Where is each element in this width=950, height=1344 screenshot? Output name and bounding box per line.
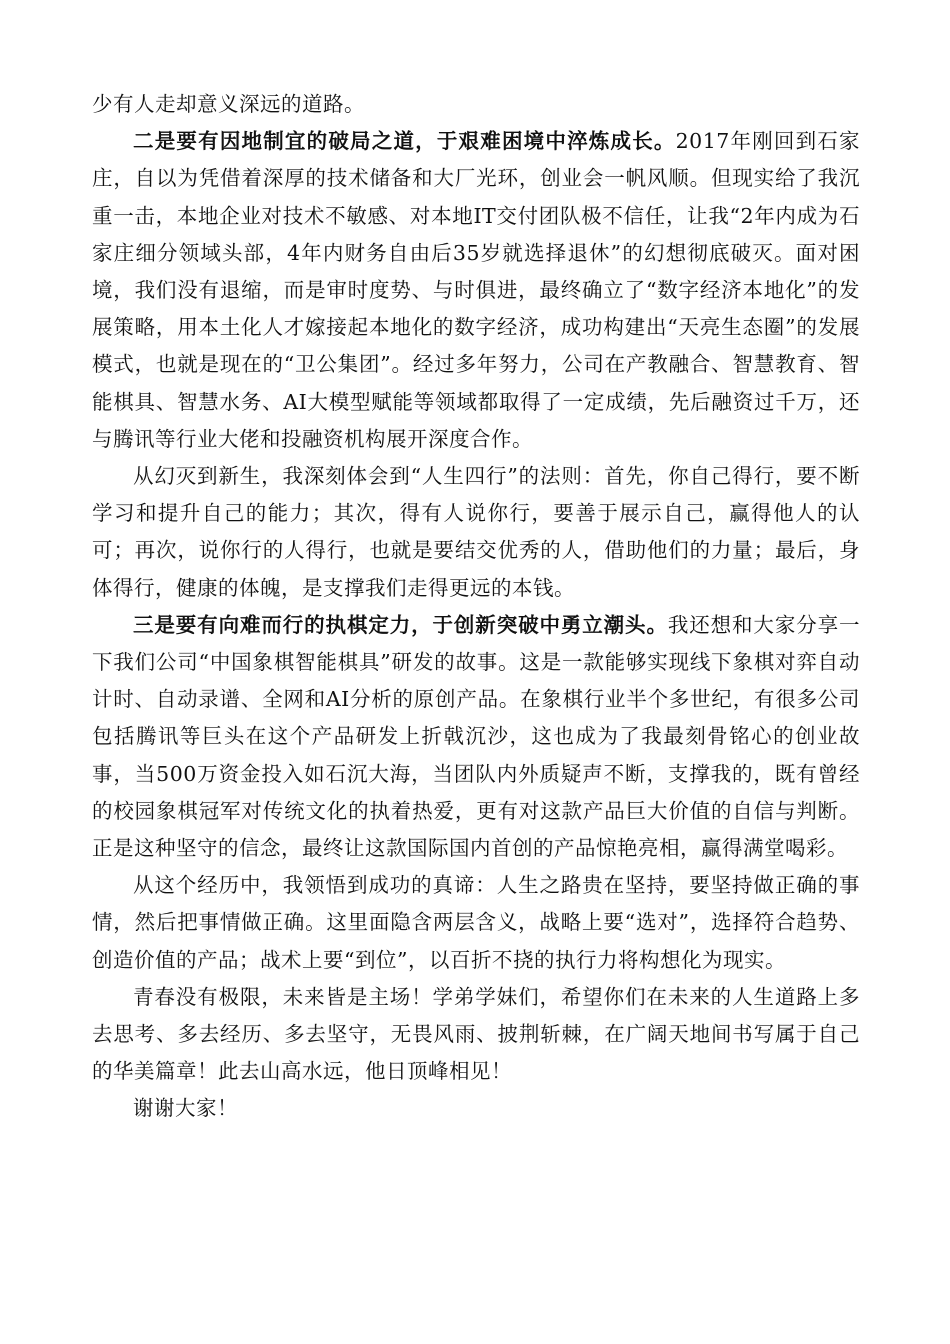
paragraph-3 xyxy=(92,458,860,607)
paragraph-3-text: 从幻灭到新生，我深刻体会到“人生四行”的法则：首先，你自己得行，要不断学习和提升自己的能力；其次，得有人说你行，要善于展示自己，赢得他人的认可；再次，说你行的人得行，也就是要结交优秀的人，借助他们的力量；最后，身体得行，健康的体魄，是支撑我们走得更远的本钱。 xyxy=(92,464,860,600)
paragraph-1 xyxy=(92,86,860,123)
paragraph-2-lead: 二是要有因地制宜的破局之道，于艰难困境中淬炼成长。 xyxy=(133,129,676,154)
paragraph-4-lead: 三是要有向难而行的执棋定力，于创新突破中勇立潮头。 xyxy=(133,612,668,637)
paragraph-5-text: 从这个经历中，我领悟到成功的真谛：人生之路贵在坚持，要坚持做正确的事情，然后把事情做正确。这里面隐含两层含义，战略上要“选对”，选择符合趋势、创造价值的产品；战术上要“到位”，以百折不挠的执行力将构想化为现实。 xyxy=(92,873,860,972)
paragraph-7-text: 谢谢大家！ xyxy=(133,1096,238,1121)
paragraph-4-text: 我还想和大家分享一下我们公司“中国象棋智能棋具”研发的故事。这是一款能够实现线下象棋对弈自动计时、自动录谱、全网和AI分析的原创产品。在象棋行业半个多世纪，有很多公司包括腾讯等巨头在这个产品研发上折戟沉沙，这也成为了我最刻骨铭心的创业故事，当500万资金投入如石沉大海，当团队内外质疑声不断，支撑我的，既有曾经的校园象棋冠军对传统文化的执着热爱，更有对这款产品巨大价值的自信与判断。正是这种坚守的信念，最终让这款国际国内首创的产品惊艳亮相，赢得满堂喝彩。 xyxy=(92,612,861,861)
paragraph-6-text: 青春没有极限，未来皆是主场！学弟学妹们，希望你们在未来的人生道路上多去思考、多去经历、多去坚守，无畏风雨、披荆斩棘，在广阔天地间书写属于自己的华美篇章！此去山高水远，他日顶峰相见！ xyxy=(92,984,860,1084)
paragraph-4 xyxy=(92,607,860,867)
paragraph-5 xyxy=(92,867,860,979)
document-body xyxy=(92,86,860,1128)
paragraph-2-text: 2017年刚回到石家庄，自以为凭借着深厚的技术储备和大厂光环，创业会一帆风顺。但现实给了我沉重一击，本地企业对技术不敏感、对本地IT交付团队极不信任，让我“2年内成为石家庄细分领域头部，4年内财务自由后35岁就选择退休”的幻想彻底破灭。面对困境，我们没有退缩，而是审时度势、与时俱进，最终确立了“数字经济本地化”的发展策略，用本土化人才嫁接起本地化的数字经济，成功构建出“天亮生态圈”的发展模式，也就是现在的“卫公集团”。经过多年努力，公司在产教融合、智慧教育、智能棋具、智慧水务、AI大模型赋能等领域都取得了一定成绩，先后融资过千万，还与腾讯等行业大佬和投融资机构展开深度合作。 xyxy=(92,129,861,451)
paragraph-7 xyxy=(92,1090,860,1127)
paragraph-2 xyxy=(92,123,860,458)
paragraph-1-text: 少有人走却意义深远的道路。 xyxy=(92,92,365,116)
paragraph-6 xyxy=(92,979,860,1091)
